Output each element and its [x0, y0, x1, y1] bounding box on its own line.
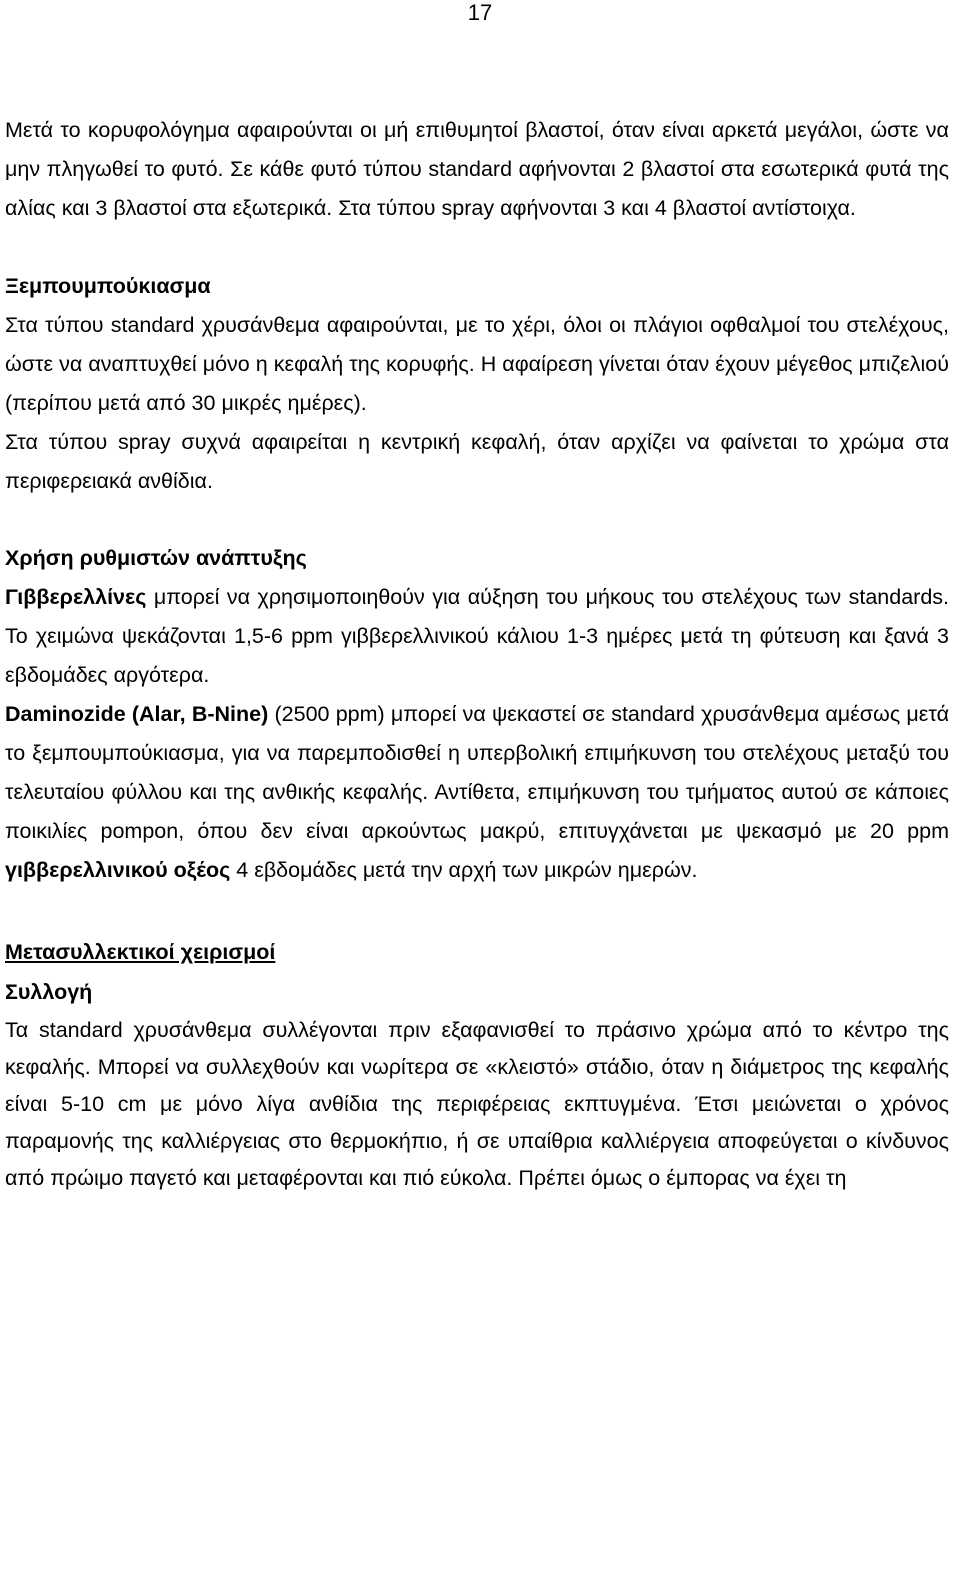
paragraph-disbudding: Στα τύπου standard χρυσάνθεμα αφαιρούνται, με το χέρι, όλοι οι πλάγιοι οφθαλμοί του στελέχους, ώστε να αναπτυχθεί μόνο η κεφαλή της κορυφής. Η αφαίρεση γίνεται όταν έχουν μέγεθος μπιζελιού (περίπου μετά από 30 μικρές ημέρες).: [5, 313, 949, 415]
paragraph-daminozide: [5, 695, 949, 890]
spacer: [5, 228, 949, 266]
document-body: [5, 111, 949, 1197]
paragraph-harvest: Τα standard χρυσάνθεμα συλλέγονται πριν εξαφανισθεί το πράσινο χρώμα από το κέντρο της κεφαλής. Μπορεί να συλλεχθούν και νωρίτερα σε «κλειστό» στάδιο, όταν η διάμετρος της κεφαλής είναι 5-10 cm με μόνο λίγα ανθίδια της περιφέρειας εκπτυγμένα. Έτσι μειώνεται ο χρόνος παραμονής της καλλιέργειας στο θερμοκήπιο, ή σε υπαίθρια καλλιέργεια αποφεύγεται ο κίνδυνος από πρώιμο παγετό και μεταφέρονται και πιό εύκολα. Πρέπει όμως ο έμπορας να έχει τη: [5, 1018, 949, 1190]
daminozide-tail: 4 εβδομάδες μετά την αρχή των μικρών ημερών.: [230, 858, 698, 882]
page-number: 17: [467, 0, 493, 25]
spacer: [5, 501, 949, 538]
term-gibberellic-acid: γιββερελλινικού οξέος: [5, 858, 231, 882]
paragraph-spray-disbudding: Στα τύπου spray συχνά αφαιρείται η κεντρική κεφαλή, όταν αρχίζει να φαίνεται το χρώμα στα περιφερειακά ανθίδια.: [5, 430, 949, 493]
paragraph-shoot-removal: Μετά το κορυφολόγημα αφαιρούνται οι μή επιθυμητοί βλαστοί, όταν είναι αρκετά μεγάλοι, ώστε να μην πληγωθεί το φυτό. Σε κάθε φυτό τύπου standard αφήνονται 2 βλαστοί στα εσωτερικά φυτά της αλίας και 3 βλαστοί στα εξωτερικά. Στα τύπου spray αφήνονται 3 και 4 βλαστοί αντίστοιχα.: [5, 118, 949, 220]
heading-harvest: Συλλογή: [5, 980, 93, 1004]
heading-postharvest: Μετασυλλεκτικοί χειρισμοί: [5, 940, 276, 964]
heading-disbudding: Ξεμπουμπούκιασμα: [5, 274, 211, 298]
spacer: [5, 890, 949, 932]
daminozide-text: (2500 ppm) μπορεί να ψεκαστεί σε standard χρυσάνθεμα αμέσως μετά το ξεμπουμπούκιασμα, για να παρεμποδισθεί η υπερβολική επιμήκυνση του στελέχους μεταξύ του τελευταίου φύλλου και της ανθικής κεφαλής. Αντίθετα, επιμήκυνση του τμήματος αυτού σε κάποιες ποικιλίες pompon, όπου δεν είναι αρκούντως μακρύ, επιτυγχάνεται με ψεκασμό με 20 ppm: [5, 702, 950, 843]
heading-growth-regulators: Χρήση ρυθμιστών ανάπτυξης: [5, 546, 307, 570]
term-gibberellins: Γιββερελλίνες: [5, 585, 147, 609]
term-daminozide: Daminozide (Alar, B-Nine): [5, 702, 269, 726]
paragraph-gibberellins: [5, 578, 949, 695]
gibberellins-text: μπορεί να χρησιμοποιηθούν για αύξηση του μήκους του στελέχους των standards. Το χειμώνα ψεκάζονται 1,5-6 ppm γιββερελλινικού κάλιου 1-3 ημέρες μετά τη φύτευση και ξανά 3 εβδομάδες αργότερα.: [5, 585, 949, 687]
